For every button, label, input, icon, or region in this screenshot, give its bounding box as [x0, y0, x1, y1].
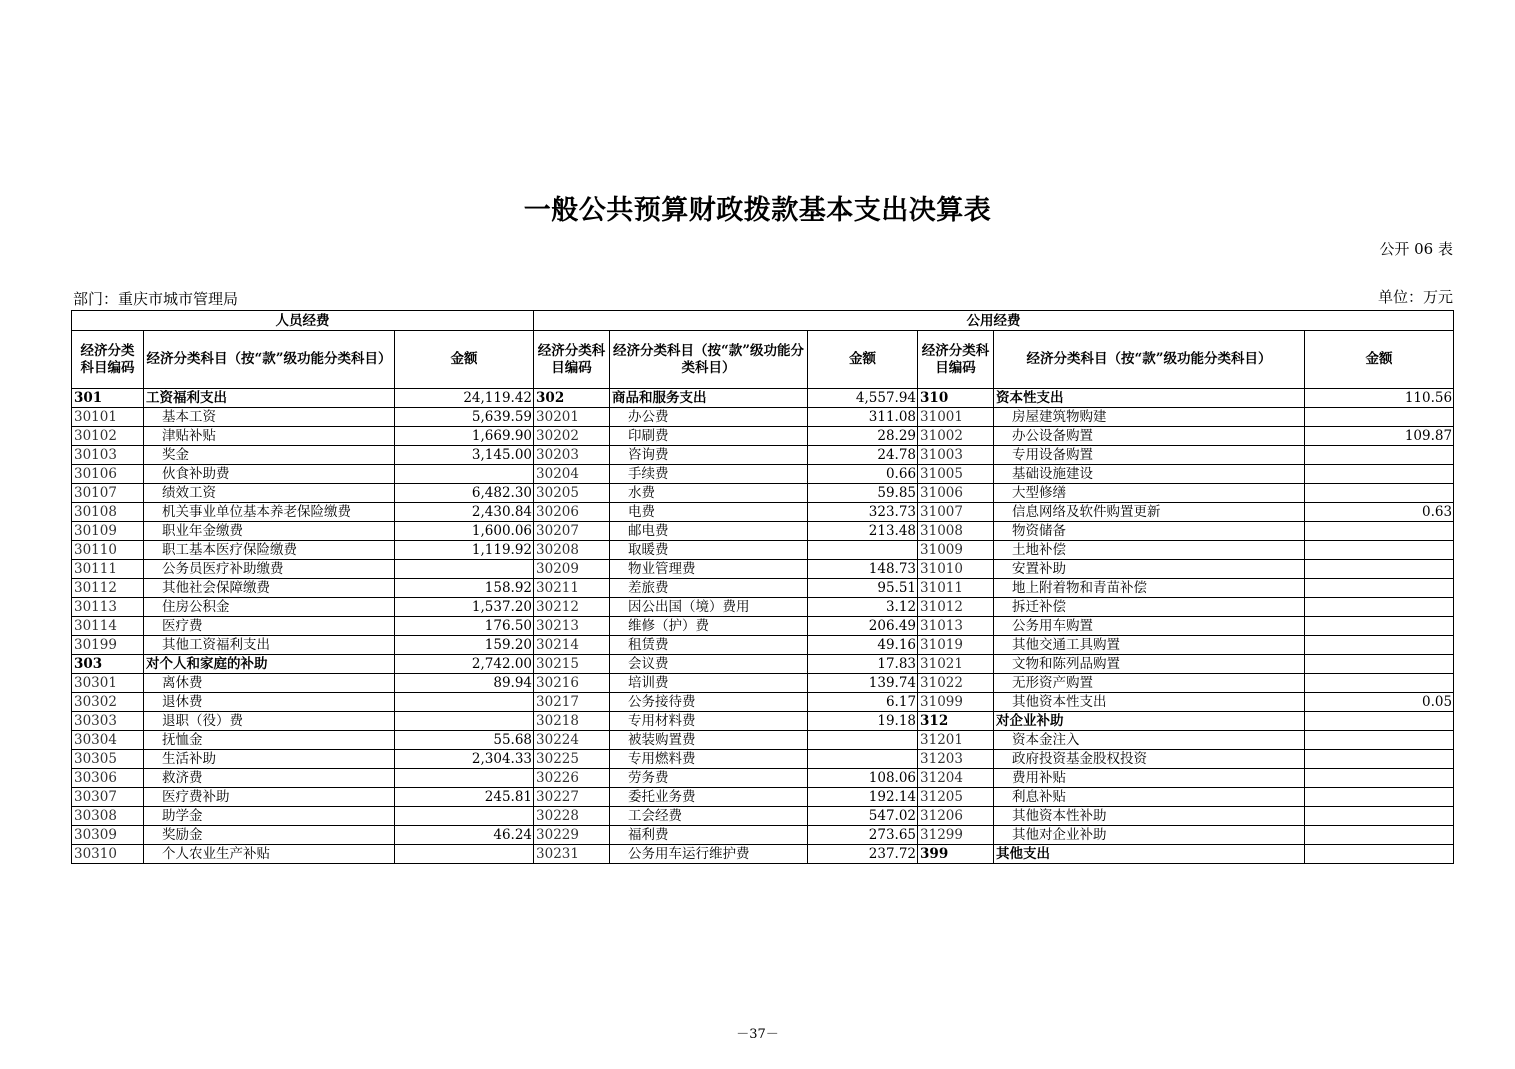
code-cell: 30112 [72, 579, 144, 598]
name-cell: 委托业务费 [610, 788, 808, 807]
amount-cell: 0.66 [808, 465, 918, 484]
name-cell: 利息补贴 [994, 788, 1305, 807]
code-cell: 31002 [918, 427, 994, 446]
code-cell: 31201 [918, 731, 994, 750]
table-row [72, 503, 1454, 522]
name-cell: 大型修缮 [994, 484, 1305, 503]
name-cell: 物业管理费 [610, 560, 808, 579]
code-cell: 31011 [918, 579, 994, 598]
code-cell: 30224 [534, 731, 610, 750]
code-cell: 301 [72, 389, 144, 408]
name-cell: 安置补助 [994, 560, 1305, 579]
code-cell: 30109 [72, 522, 144, 541]
name-cell: 职工基本医疗保险缴费 [144, 541, 395, 560]
code-cell: 30227 [534, 788, 610, 807]
code-cell: 310 [918, 389, 994, 408]
amount-cell [1305, 617, 1454, 636]
name-cell: 无形资产购置 [994, 674, 1305, 693]
name-cell: 专用设备购置 [994, 446, 1305, 465]
table-row [72, 788, 1454, 807]
header-code: 经济分类科目编码 [72, 331, 144, 389]
code-cell: 30306 [72, 769, 144, 788]
name-cell: 会议费 [610, 655, 808, 674]
name-cell: 其他对企业补助 [994, 826, 1305, 845]
amount-cell: 28.29 [808, 427, 918, 446]
code-cell: 30216 [534, 674, 610, 693]
amount-cell: 6,482.30 [395, 484, 534, 503]
table-row [72, 446, 1454, 465]
amount-cell [1305, 750, 1454, 769]
department-label: 部门：重庆市城市管理局 [73, 290, 239, 308]
amount-cell [1305, 541, 1454, 560]
code-cell: 30304 [72, 731, 144, 750]
code-cell: 30217 [534, 693, 610, 712]
table-row [72, 541, 1454, 560]
amount-cell: 159.20 [395, 636, 534, 655]
code-cell: 31001 [918, 408, 994, 427]
code-cell: 30214 [534, 636, 610, 655]
amount-cell: 176.50 [395, 617, 534, 636]
code-cell: 30307 [72, 788, 144, 807]
name-cell: 因公出国（境）费用 [610, 598, 808, 617]
amount-cell: 192.14 [808, 788, 918, 807]
code-cell: 30226 [534, 769, 610, 788]
name-cell: 劳务费 [610, 769, 808, 788]
code-cell: 31010 [918, 560, 994, 579]
code-cell: 31012 [918, 598, 994, 617]
name-cell: 离休费 [144, 674, 395, 693]
name-cell: 租赁费 [610, 636, 808, 655]
code-cell: 30218 [534, 712, 610, 731]
name-cell: 文物和陈列品购置 [994, 655, 1305, 674]
code-cell: 30103 [72, 446, 144, 465]
code-cell: 30114 [72, 617, 144, 636]
code-cell: 30302 [72, 693, 144, 712]
amount-cell: 109.87 [1305, 427, 1454, 446]
amount-cell: 148.73 [808, 560, 918, 579]
amount-cell [1305, 560, 1454, 579]
amount-cell [808, 541, 918, 560]
name-cell: 奖励金 [144, 826, 395, 845]
amount-cell: 89.94 [395, 674, 534, 693]
name-cell: 专用燃料费 [610, 750, 808, 769]
table-row [72, 484, 1454, 503]
amount-cell: 3.12 [808, 598, 918, 617]
code-cell: 31299 [918, 826, 994, 845]
amount-cell: 273.65 [808, 826, 918, 845]
code-cell: 30102 [72, 427, 144, 446]
table-row [72, 465, 1454, 484]
amount-cell: 46.24 [395, 826, 534, 845]
code-cell: 30229 [534, 826, 610, 845]
amount-cell [395, 845, 534, 864]
amount-cell [1305, 636, 1454, 655]
name-cell: 地上附着物和青苗补偿 [994, 579, 1305, 598]
name-cell: 拆迁补偿 [994, 598, 1305, 617]
table-row [72, 731, 1454, 750]
header-name: 经济分类科目（按“款”级功能分类科目） [994, 331, 1305, 389]
amount-cell: 245.81 [395, 788, 534, 807]
amount-cell [1305, 579, 1454, 598]
header-code: 经济分类科目编码 [918, 331, 994, 389]
table-row [72, 807, 1454, 826]
code-cell: 31007 [918, 503, 994, 522]
name-cell: 资本金注入 [994, 731, 1305, 750]
code-cell: 30113 [72, 598, 144, 617]
code-cell: 31013 [918, 617, 994, 636]
header-code: 经济分类科目编码 [534, 331, 610, 389]
name-cell: 公务用车运行维护费 [610, 845, 808, 864]
amount-cell: 95.51 [808, 579, 918, 598]
code-cell: 30305 [72, 750, 144, 769]
name-cell: 其他社会保障缴费 [144, 579, 395, 598]
code-cell: 30301 [72, 674, 144, 693]
table-row [72, 655, 1454, 674]
table-row [72, 389, 1454, 408]
code-cell: 30106 [72, 465, 144, 484]
amount-cell: 3,145.00 [395, 446, 534, 465]
table-row [72, 579, 1454, 598]
name-cell: 被装购置费 [610, 731, 808, 750]
code-cell: 30110 [72, 541, 144, 560]
name-cell: 绩效工资 [144, 484, 395, 503]
name-cell: 土地补偿 [994, 541, 1305, 560]
amount-cell: 24.78 [808, 446, 918, 465]
page-number: －37－ [736, 1027, 779, 1042]
code-cell: 30107 [72, 484, 144, 503]
name-cell: 奖金 [144, 446, 395, 465]
code-cell: 30228 [534, 807, 610, 826]
name-cell: 机关事业单位基本养老保险缴费 [144, 503, 395, 522]
amount-cell: 547.02 [808, 807, 918, 826]
amount-cell [1305, 598, 1454, 617]
page-title: 一般公共预算财政拨款基本支出决算表 [523, 195, 992, 226]
name-cell: 政府投资基金股权投资 [994, 750, 1305, 769]
name-cell: 抚恤金 [144, 731, 395, 750]
code-cell: 31006 [918, 484, 994, 503]
name-cell: 维修（护）费 [610, 617, 808, 636]
name-cell: 物资储备 [994, 522, 1305, 541]
table-row [72, 693, 1454, 712]
code-cell: 312 [918, 712, 994, 731]
name-cell: 手续费 [610, 465, 808, 484]
amount-cell [1305, 655, 1454, 674]
amount-cell: 2,742.00 [395, 655, 534, 674]
name-cell: 印刷费 [610, 427, 808, 446]
code-cell: 31099 [918, 693, 994, 712]
amount-cell [1305, 788, 1454, 807]
table-row [72, 408, 1454, 427]
amount-cell [1305, 408, 1454, 427]
amount-cell: 0.05 [1305, 693, 1454, 712]
amount-cell: 0.63 [1305, 503, 1454, 522]
amount-cell [1305, 731, 1454, 750]
table-row [72, 826, 1454, 845]
code-cell: 31005 [918, 465, 994, 484]
code-cell: 30201 [534, 408, 610, 427]
amount-cell [1305, 446, 1454, 465]
name-cell: 其他交通工具购置 [994, 636, 1305, 655]
amount-cell: 4,557.94 [808, 389, 918, 408]
code-cell: 30212 [534, 598, 610, 617]
table-row [72, 522, 1454, 541]
code-cell: 31203 [918, 750, 994, 769]
amount-cell: 1,669.90 [395, 427, 534, 446]
header-amount: 金额 [1305, 331, 1454, 389]
name-cell: 工会经费 [610, 807, 808, 826]
amount-cell: 206.49 [808, 617, 918, 636]
table-row [72, 845, 1454, 864]
code-cell: 30203 [534, 446, 610, 465]
name-cell: 退职（役）费 [144, 712, 395, 731]
amount-cell [1305, 845, 1454, 864]
code-cell: 30204 [534, 465, 610, 484]
table-row [72, 750, 1454, 769]
amount-cell: 1,537.20 [395, 598, 534, 617]
table-row [72, 769, 1454, 788]
code-cell: 30215 [534, 655, 610, 674]
amount-cell: 158.92 [395, 579, 534, 598]
name-cell: 商品和服务支出 [610, 389, 808, 408]
name-cell: 其他工资福利支出 [144, 636, 395, 655]
name-cell: 救济费 [144, 769, 395, 788]
amount-cell [808, 731, 918, 750]
code-cell: 30111 [72, 560, 144, 579]
amount-cell: 2,430.84 [395, 503, 534, 522]
code-cell: 30309 [72, 826, 144, 845]
name-cell: 职业年金缴费 [144, 522, 395, 541]
amount-cell: 17.83 [808, 655, 918, 674]
name-cell: 公务用车购置 [994, 617, 1305, 636]
name-cell: 退休费 [144, 693, 395, 712]
amount-cell: 237.72 [808, 845, 918, 864]
amount-cell: 139.74 [808, 674, 918, 693]
name-cell: 生活补助 [144, 750, 395, 769]
amount-cell [395, 693, 534, 712]
code-cell: 30225 [534, 750, 610, 769]
name-cell: 津贴补贴 [144, 427, 395, 446]
group-header-personnel: 人员经费 [72, 311, 534, 331]
code-cell: 30211 [534, 579, 610, 598]
name-cell: 公务员医疗补助缴费 [144, 560, 395, 579]
name-cell: 基础设施建设 [994, 465, 1305, 484]
code-cell: 30303 [72, 712, 144, 731]
header-name: 经济分类科目（按“款”级功能分类科目） [610, 331, 808, 389]
code-cell: 399 [918, 845, 994, 864]
code-cell: 31021 [918, 655, 994, 674]
name-cell: 培训费 [610, 674, 808, 693]
code-cell: 31204 [918, 769, 994, 788]
name-cell: 咨询费 [610, 446, 808, 465]
amount-cell: 5,639.59 [395, 408, 534, 427]
code-cell: 30208 [534, 541, 610, 560]
name-cell: 水费 [610, 484, 808, 503]
amount-cell [395, 769, 534, 788]
code-cell: 30205 [534, 484, 610, 503]
header-amount: 金额 [395, 331, 534, 389]
name-cell: 医疗费 [144, 617, 395, 636]
code-cell: 31008 [918, 522, 994, 541]
name-cell: 办公设备购置 [994, 427, 1305, 446]
code-cell: 31019 [918, 636, 994, 655]
header-name: 经济分类科目（按“款”级功能分类科目） [144, 331, 395, 389]
code-cell: 30310 [72, 845, 144, 864]
name-cell: 差旅费 [610, 579, 808, 598]
amount-cell [395, 560, 534, 579]
code-cell: 31205 [918, 788, 994, 807]
amount-cell [808, 750, 918, 769]
name-cell: 对企业补助 [994, 712, 1305, 731]
name-cell: 对个人和家庭的补助 [144, 655, 395, 674]
name-cell: 专用材料费 [610, 712, 808, 731]
name-cell: 住房公积金 [144, 598, 395, 617]
amount-cell [1305, 674, 1454, 693]
amount-cell [1305, 769, 1454, 788]
code-cell: 30108 [72, 503, 144, 522]
amount-cell [1305, 522, 1454, 541]
code-cell: 30231 [534, 845, 610, 864]
code-cell: 30207 [534, 522, 610, 541]
name-cell: 福利费 [610, 826, 808, 845]
name-cell: 邮电费 [610, 522, 808, 541]
name-cell: 医疗费补助 [144, 788, 395, 807]
amount-cell: 108.06 [808, 769, 918, 788]
amount-cell: 311.08 [808, 408, 918, 427]
amount-cell [1305, 807, 1454, 826]
table-row [72, 636, 1454, 655]
header-amount: 金额 [808, 331, 918, 389]
table-row [72, 617, 1454, 636]
amount-cell: 110.56 [1305, 389, 1454, 408]
code-cell: 30206 [534, 503, 610, 522]
group-header-public: 公用经费 [534, 311, 1454, 331]
code-cell: 303 [72, 655, 144, 674]
name-cell: 信息网络及软件购置更新 [994, 503, 1305, 522]
amount-cell [395, 712, 534, 731]
amount-cell: 24,119.42 [395, 389, 534, 408]
amount-cell [1305, 712, 1454, 731]
amount-cell: 49.16 [808, 636, 918, 655]
name-cell: 工资福利支出 [144, 389, 395, 408]
code-cell: 30199 [72, 636, 144, 655]
amount-cell: 2,304.33 [395, 750, 534, 769]
amount-cell: 55.68 [395, 731, 534, 750]
code-cell: 30101 [72, 408, 144, 427]
code-cell: 30213 [534, 617, 610, 636]
name-cell: 伙食补助费 [144, 465, 395, 484]
code-cell: 30209 [534, 560, 610, 579]
amount-cell: 1,119.92 [395, 541, 534, 560]
amount-cell [1305, 826, 1454, 845]
table-row [72, 560, 1454, 579]
table-row [72, 427, 1454, 446]
name-cell: 办公费 [610, 408, 808, 427]
name-cell: 其他支出 [994, 845, 1305, 864]
form-number: 公开 06 表 [1379, 240, 1453, 258]
table-row [72, 598, 1454, 617]
amount-cell [395, 465, 534, 484]
amount-cell [395, 807, 534, 826]
unit-label: 单位：万元 [1377, 288, 1453, 306]
code-cell: 31003 [918, 446, 994, 465]
name-cell: 助学金 [144, 807, 395, 826]
code-cell: 30308 [72, 807, 144, 826]
table-row [72, 674, 1454, 693]
name-cell: 房屋建筑物购建 [994, 408, 1305, 427]
amount-cell: 59.85 [808, 484, 918, 503]
expenditure-table [71, 310, 1454, 864]
name-cell: 电费 [610, 503, 808, 522]
code-cell: 31206 [918, 807, 994, 826]
code-cell: 302 [534, 389, 610, 408]
amount-cell: 323.73 [808, 503, 918, 522]
amount-cell: 19.18 [808, 712, 918, 731]
code-cell: 31022 [918, 674, 994, 693]
name-cell: 公务接待费 [610, 693, 808, 712]
name-cell: 基本工资 [144, 408, 395, 427]
name-cell: 取暖费 [610, 541, 808, 560]
name-cell: 其他资本性支出 [994, 693, 1305, 712]
amount-cell: 213.48 [808, 522, 918, 541]
name-cell: 费用补贴 [994, 769, 1305, 788]
code-cell: 31009 [918, 541, 994, 560]
code-cell: 30202 [534, 427, 610, 446]
amount-cell: 6.17 [808, 693, 918, 712]
name-cell: 资本性支出 [994, 389, 1305, 408]
amount-cell [1305, 484, 1454, 503]
name-cell: 个人农业生产补贴 [144, 845, 395, 864]
amount-cell: 1,600.06 [395, 522, 534, 541]
amount-cell [1305, 465, 1454, 484]
name-cell: 其他资本性补助 [994, 807, 1305, 826]
table-row [72, 712, 1454, 731]
